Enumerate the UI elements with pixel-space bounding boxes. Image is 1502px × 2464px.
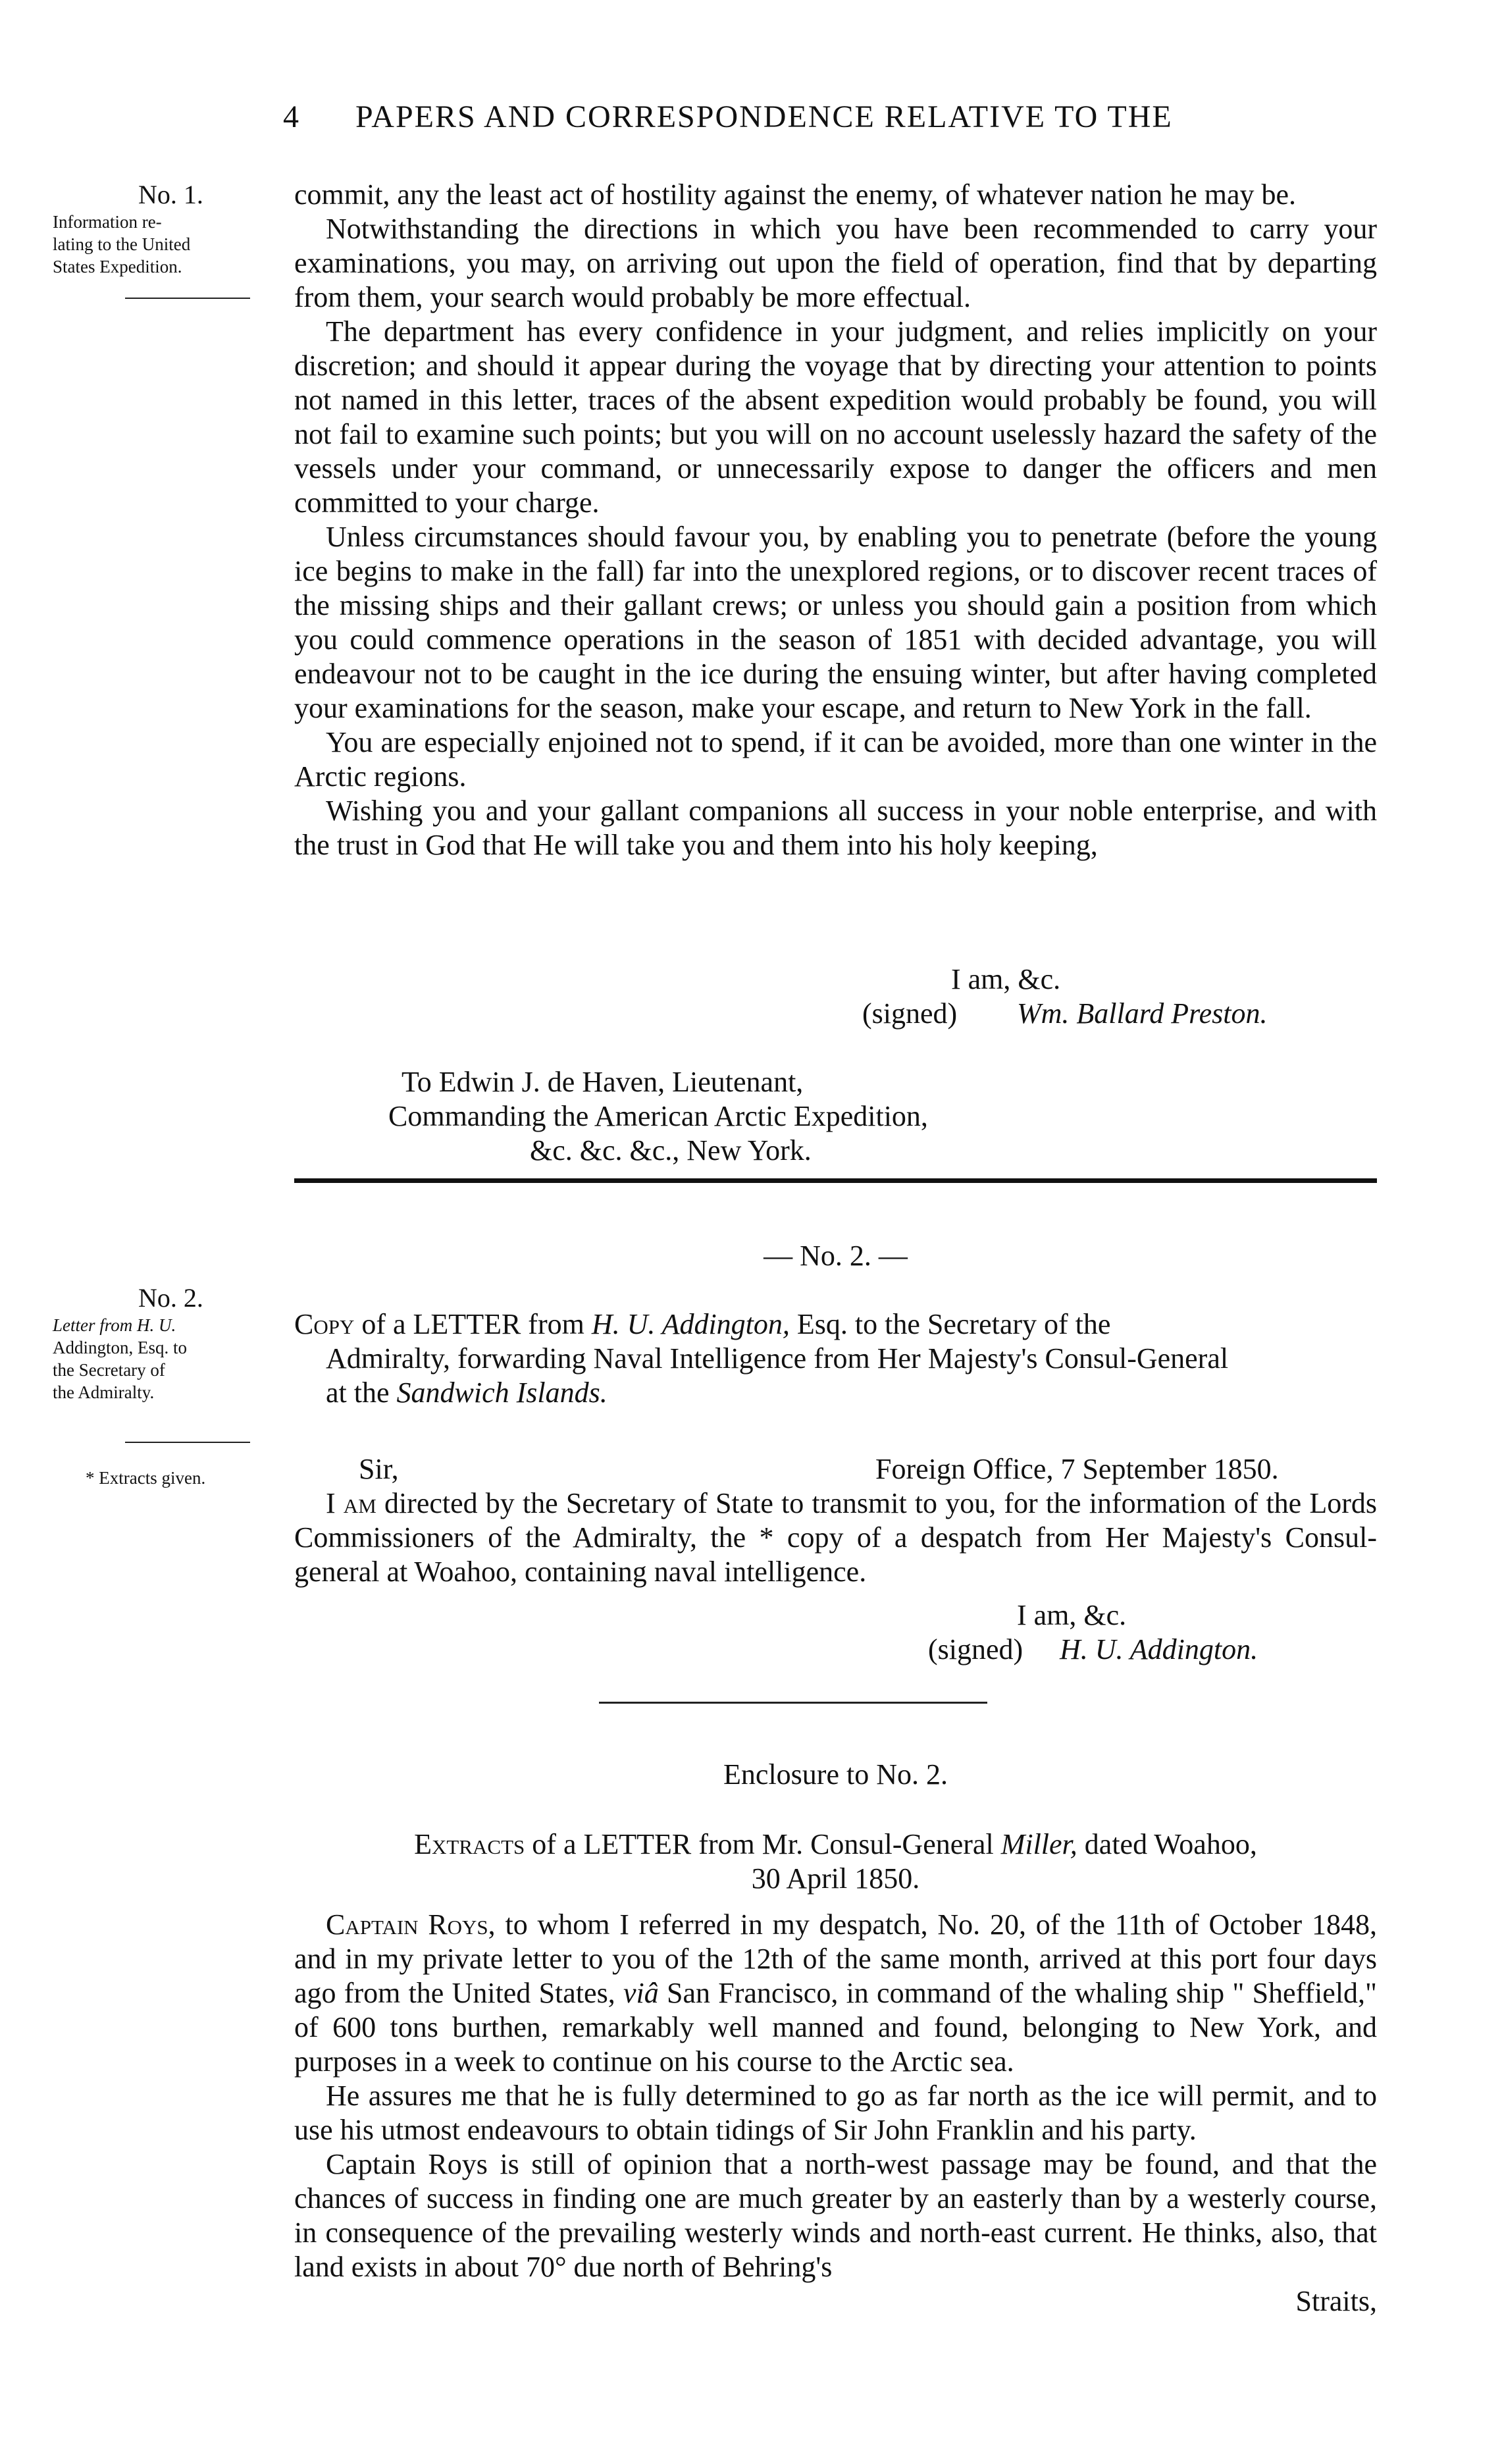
margin-note-line: the Secretary of: [53, 1360, 165, 1380]
catchword: Straits,: [1295, 2285, 1377, 2317]
p1-name: Roys,: [428, 1908, 496, 1941]
letter-1-signature: Wm. Ballard Preston.: [1017, 997, 1268, 1030]
margin-note-line: the Admiralty.: [53, 1382, 155, 1402]
para-rest: directed by the Secretary of State to transmit to you, for the information of the Lords Commissioners of the Admiralty, the * copy of a despatch from Her Majesty's Consul-general at Woahoo, containing naval intelligence.: [294, 1487, 1378, 1588]
enclosure-body: [294, 1908, 1377, 2319]
section-2-title: [294, 1307, 1377, 1410]
paragraph: He assures me that he is fully determined to go as far north as the ice will permit, and to use his utmost endeavours to obtain tidings of Sir John Franklin and his party.: [294, 2080, 1377, 2146]
enclosure-title-date: 30 April 1850.: [751, 1862, 920, 1895]
address-line: &c. &c. &c., New York.: [530, 1134, 812, 1166]
section-2-body: [294, 1486, 1377, 1589]
title-name: H. U. Addington,: [591, 1308, 790, 1340]
enclosure-title-end: dated Woahoo,: [1084, 1828, 1257, 1860]
title-of-a: of a LETTER from: [361, 1308, 584, 1340]
title-copy: Copy: [294, 1308, 355, 1340]
page-number: 4: [283, 99, 300, 134]
margin-note-line: Letter from H. U.: [53, 1315, 176, 1335]
paragraph: commit, any the least act of hostility against the enemy, of whatever nation he may be.: [294, 178, 1297, 211]
p1-via: viâ: [623, 1977, 659, 2009]
para-lead: I am: [326, 1487, 376, 1519]
margin-note-number: No. 2.: [138, 1283, 203, 1313]
paragraph: Unless circumstances should favour you, by enabling you to penetrate (before the young ice begins to make in the fall) far into the unexplored regions, or to discover recent traces of the missing ships and their gallant crews; or unless you should gain a position from which you could commence operations in the season of 1851 with decided advantage, you will endeavour not to be caught in the ice during the ensuing winter, but after having completed your examinations for the season, make your escape, and return to New York in the fall.: [294, 521, 1377, 724]
paragraph: Captain Roys is still of opinion that a north-west passage may be found, and that the chances of success in finding one are much greater by an easterly than by a westerly course, in consequence of the prevailing westerly winds and north-east current. He thinks, also, that land exists in about 70° due north of Behring's: [294, 2148, 1377, 2283]
margin-note-rule: [125, 298, 250, 299]
letter-1-body: [294, 178, 1377, 862]
p1-end: San Francisco, in command of the whaling ship " Sheffield," of 600 tons burthen, remarkably well manned and found, belonging to New York, and purposes in a week to continue on his course to the Arctic sea.: [294, 1977, 1378, 2078]
enclosure-divider: [599, 1702, 987, 1704]
enclosure-title: [294, 1827, 1377, 1896]
title-place: Sandwich Islands.: [396, 1376, 608, 1409]
margin-note-line: Information re-: [53, 212, 162, 232]
enclosure-heading: Enclosure to No. 2.: [723, 1758, 948, 1791]
paragraph: The department has every confidence in your judgment, and relies implicitly on your discretion; and should it appear during the voyage that by directing your attention to points not named in this letter, traces of the absent expedition would probably be found, you will not fail to examine such points; but you will on no account uselessly hazard the safety of the vessels under your command, or unnecessarily expose to danger the officers and men committed to your charge.: [294, 315, 1377, 519]
enclosure-title-name: Miller,: [1000, 1828, 1077, 1860]
margin-note-2: [53, 1282, 276, 1489]
title-line-3-pre: at the: [326, 1376, 390, 1409]
address-line: Commanding the American Arctic Expedition,: [388, 1100, 928, 1132]
salutation: Sir,: [359, 1453, 399, 1485]
enclosure-title-lead: Extracts: [414, 1828, 525, 1860]
margin-note-line: lating to the United: [53, 234, 191, 254]
paragraph: You are especially enjoined not to spend, if it can be avoided, more than one winter in the Arctic regions.: [294, 726, 1377, 793]
section-2-signed-label: (signed): [928, 1633, 1023, 1665]
title-line-2: Admiralty, forwarding Naval Intelligence from Her Majesty's Consul-General: [326, 1342, 1229, 1375]
letter-1-address: [388, 1065, 928, 1168]
enclosure-title-rest: of a LETTER from Mr. Consul-General: [532, 1828, 994, 1860]
title-rest: Esq. to the Secretary of the: [796, 1308, 1111, 1340]
margin-note-rule: [125, 1442, 250, 1443]
paragraph: Notwithstanding the directions in which you have been recommended to carry your examinations, you may, on arriving out upon the field of operation, find that by departing from them, your search would probably be more effectual.: [294, 213, 1377, 313]
paragraph: Wishing you and your gallant companions all success in your noble enterprise, and with the trust in God that He will take you and them into his holy keeping,: [294, 795, 1377, 861]
running-header: [283, 99, 1402, 135]
margin-footnote: * Extracts given.: [86, 1468, 206, 1488]
running-title: PAPERS AND CORRESPONDENCE RELATIVE TO THE: [355, 99, 1173, 134]
margin-note-line: States Expedition.: [53, 257, 182, 276]
section-divider: [294, 1178, 1377, 1183]
address-line: To Edwin J. de Haven, Lieutenant,: [401, 1066, 804, 1098]
margin-note-number: No. 1.: [138, 180, 203, 209]
margin-note-1: [53, 179, 276, 299]
p1-lead: Captain: [326, 1908, 419, 1941]
section-2-closing: I am, &c.: [1017, 1599, 1127, 1631]
dateline: Foreign Office, 7 September 1850.: [875, 1453, 1279, 1485]
section-2-signature: H. U. Addington.: [1060, 1633, 1258, 1665]
section-2-heading: — No. 2. —: [764, 1240, 908, 1272]
margin-note-line: Addington, Esq. to: [53, 1338, 188, 1357]
letter-1-closing: I am, &c.: [951, 963, 1061, 995]
letter-1-signed-label: (signed): [862, 997, 958, 1030]
p1-rest: to whom I referred in my despatch, No. 20, of the 11th of October 1848, and in my private letter to you of the 12th of the same month, arrived at this port four days ago from the United States,: [294, 1908, 1377, 2009]
